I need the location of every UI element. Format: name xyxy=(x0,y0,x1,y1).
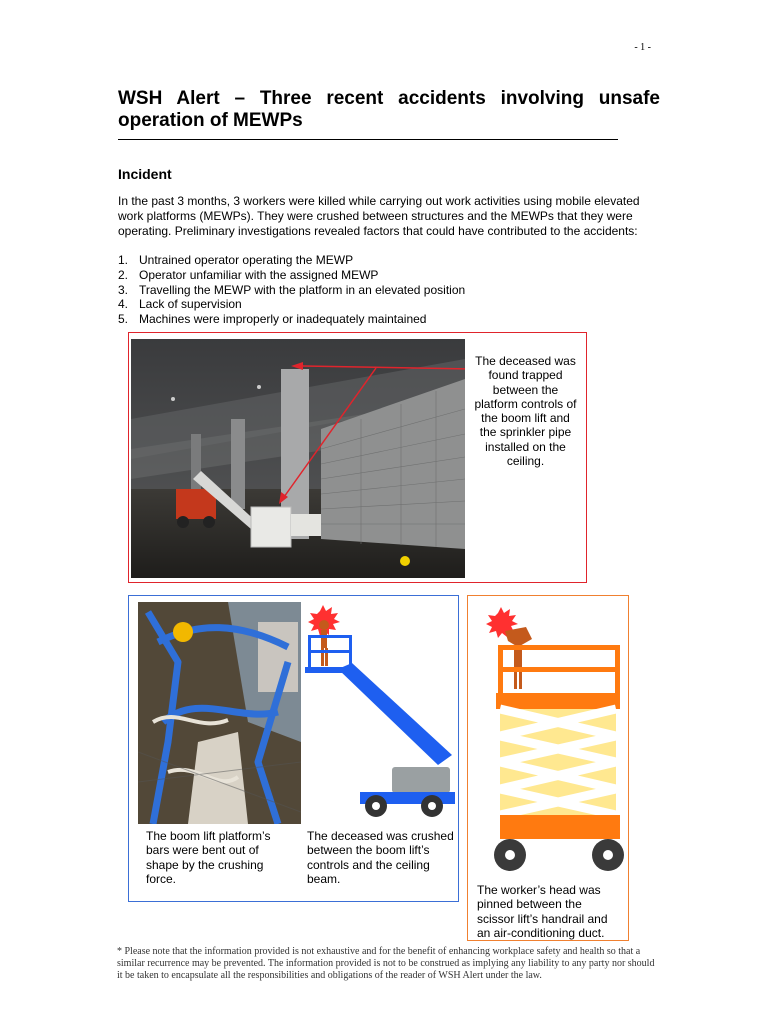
factor-number: 5. xyxy=(118,312,129,327)
disclaimer-footnote: * Please note that the information provided is not exhaustive and for the benefit of enhancing workplace safety and health so that a similar recurrence may be prevented. The information provided is not to be construed as implying any liability to any party nor should it be taken to encapsulate all the responsibilities and obligations of the reader of WSH Alert under the law. xyxy=(117,946,655,981)
factor-number: 2. xyxy=(118,267,129,282)
factor-text: Travelling the MEWP with the platform in an elevated position xyxy=(139,282,466,297)
boom-lift-caption: The deceased was crushed between the boom lift’s controls and the ceiling beam. xyxy=(307,829,454,886)
factor-item xyxy=(118,268,465,283)
scissor-lift-caption: The worker’s head was pinned between the scissor lift’s handrail and an air-conditioning duct. xyxy=(477,883,608,940)
section-heading: Incident xyxy=(118,166,172,182)
factor-text: Operator unfamiliar with the assigned MEWP xyxy=(139,267,379,282)
factor-number: 3. xyxy=(118,282,129,297)
page-title: WSH Alert – Three recent accidents involving unsafe operation of MEWPs xyxy=(118,88,660,131)
factor-item xyxy=(118,253,465,268)
accident-site-photo xyxy=(131,339,465,578)
factor-item xyxy=(118,297,465,312)
page-number: - 1 - xyxy=(634,42,651,53)
title-divider xyxy=(118,139,618,140)
factor-text: Lack of supervision xyxy=(139,297,242,312)
factor-item xyxy=(118,283,465,298)
bent-platform-photo xyxy=(138,602,301,824)
site-photo-caption: The deceased was found trapped between the platform controls of the boom lift and the sprinkler pipe installed on the ceiling. xyxy=(474,354,577,469)
factor-text: Machines were improperly or inadequately maintained xyxy=(139,312,427,327)
boom-lift-illustration xyxy=(300,605,455,820)
intro-paragraph: In the past 3 months, 3 workers were killed while carrying out work activities using mobile elevated work platforms (MEWPs). They were crushed between structures and the MEWPs that they were operating. Preliminary investigations revealed factors that could have contributed to the accidents: xyxy=(118,194,640,238)
scissor-lift-illustration xyxy=(478,607,628,879)
factor-number: 4. xyxy=(118,297,129,312)
factor-item xyxy=(118,312,465,327)
factor-number: 1. xyxy=(118,253,129,267)
factor-text: Untrained operator operating the MEWP xyxy=(139,253,354,267)
platform-bars-caption: The boom lift platform’s bars were bent out of shape by the crushing force. xyxy=(146,829,271,886)
factor-list xyxy=(118,253,465,327)
